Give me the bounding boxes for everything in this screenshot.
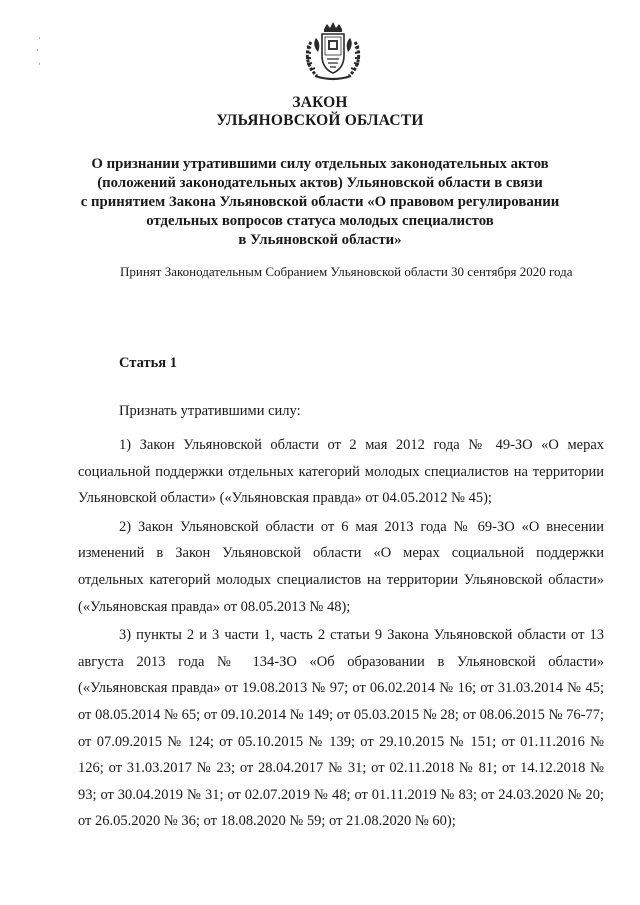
law-title: [0, 94, 640, 130]
adoption-note: Принят Законодательным Собранием Ульяновской области 30 сентября 2020 года: [120, 264, 573, 279]
coat-of-arms-icon: [299, 20, 367, 84]
article-item: 1) Закон Ульяновской области от 2 мая 2012 года № 49-ЗО «О мерах социальной поддержки отдельных категорий молодых специалистов на территории Ульяновской области» («Ульяновская правда» от 04.05.2012 № 45);: [78, 437, 604, 507]
article-heading: Статья 1: [119, 355, 177, 371]
margin-mark: ·: [36, 45, 39, 55]
article-intro: Признать утратившими силу:: [119, 403, 301, 419]
margin-mark: ·: [38, 33, 41, 43]
law-title-line2: УЛЬЯНОВСКОЙ ОБЛАСТИ: [216, 112, 424, 129]
law-subtitle-line: (положений законодательных актов) Ульяновской области в связи: [97, 175, 543, 191]
margin-mark: ·: [38, 59, 41, 69]
article-item: 2) Закон Ульяновской области от 6 мая 2013 года № 69-ЗО «О внесении изменений в Закон Ульяновской области «О мерах социальной поддержки отдельных категорий молодых специалистов на территории Ульяновской области» («Ульяновская правда» от 08.05.2013 № 48);: [78, 518, 604, 615]
law-title-line1: ЗАКОН: [292, 94, 348, 111]
law-subtitle-line: с принятием Закона Ульяновской области «О правовом регулировании: [80, 194, 560, 210]
article-item: 3) пункты 2 и 3 части 1, часть 2 статьи 9 Закона Ульяновской области от 13 августа 2013 года № 134-ЗО «Об образовании в Ульяновской области» («Ульяновская правда» от 19.08.2013 № 97; от 06.02.2014 № 16; от 31.03.2014 № 45; от 08.05.2014 № 65; от 09.10.2014 № 149; от 05.03.2015 № 28; от 08.06.2015 № 76-77; от 07.09.2015 № 124; от 05.10.2015 № 139; от 29.10.2015 № 151; от 01.11.2016 № 126; от 31.03.2017 № 23; от 28.04.2017 № 31; от 02.11.2018 № 81; от 14.12.2018 № 93; от 30.04.2019 № 31; от 02.07.2019 № 48; от 01.11.2019 № 83; от 24.03.2020 № 20; от 26.05.2020 № 36; от 18.08.2020 № 59; от 21.08.2020 № 60);: [78, 627, 604, 830]
law-subtitle: [0, 155, 640, 250]
law-subtitle-line: в Ульяновской области»: [238, 232, 402, 248]
law-subtitle-line: О признании утратившими силу отдельных законодательных актов: [91, 156, 549, 172]
article-body: [78, 432, 604, 835]
law-subtitle-line: отдельных вопросов статуса молодых специалистов: [146, 213, 494, 229]
